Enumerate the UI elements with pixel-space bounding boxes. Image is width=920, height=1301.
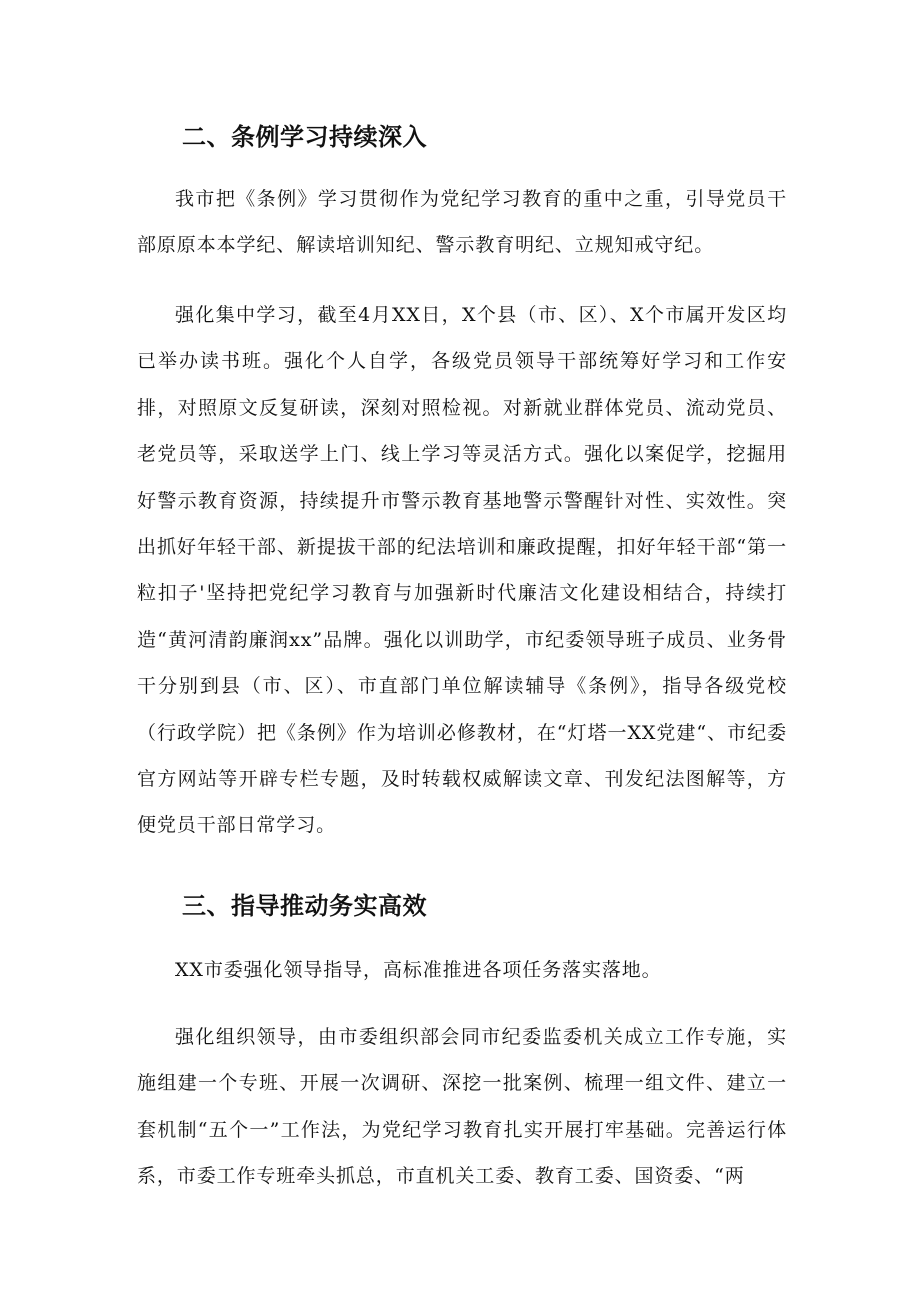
- paragraph-leadership: XX市委强化领导指导，高标准推进各项任务落实落地。: [175, 959, 662, 981]
- section-heading-2: 二、条例学习持续深入: [182, 123, 427, 151]
- paragraph-study-priority: 我市把《条例》学习贯彻作为党纪学习教育的重中之重，引导党员干部原原本本学纪、解读培训知纪、警示教育明纪、立规知戒守纪。: [137, 188, 787, 257]
- section-heading-3: 三、指导推动务实高效: [182, 892, 427, 920]
- paragraph-organization: 强化组织领导，由市委组织部会同市纪委监委机关成立工作专施，实施组建一个专班、开展一次调研、深挖一批案例、梳理一组文件、建立一套机制“五个一”工作法，为党纪学习教育扎实开展打牢基础。完善运行体系，市委工作专班牵头抓总，市直机关工委、教育工委、国资委、“两: [137, 1026, 787, 1188]
- paragraph-study-measures: 强化集中学习，截至4月XX日，X个县（市、区）、X个市属开发区均已举办读书班。强化个人自学，各级党员领导干部统筹好学习和工作安排，对照原文反复研读，深刻对照检视。对新就业群体党员、流动党员、老党员等，采取送学上门、线上学习等灵活方式。强化以案促学，挖掘用好警示教育资源，持续提升市警示教育基地警示警醒针对性、实效性。突出抓好年轻干部、新提拔干部的纪法培训和廉政提醒，扣好年轻干部“第一粒扣子'坚持把党纪学习教育与加强新时代廉洁文化建设相结合，持续打造“黄河清韵廉润xx”品牌。强化以训助学，市纪委领导班子成员、业务骨干分别到县（市、区）、市直部门单位解读辅导《条例》，指导各级党校（行政学院）把《条例》作为培训必修教材，在“灯塔一XX党建“、市纪委官方网站等开辟专栏专题，及时转载权威解读文章、刊发纪法图解等，方便党员干部日常学习。: [137, 304, 787, 837]
